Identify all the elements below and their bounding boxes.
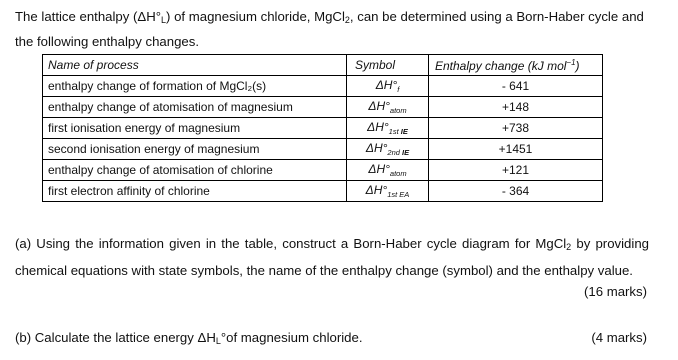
symbol-sub-text: 2nd xyxy=(387,148,400,157)
row-name: enthalpy change of formation of MgCl₂(s) xyxy=(43,76,347,97)
symbol-sub-text: atom xyxy=(389,169,407,178)
row-value: +1451 xyxy=(429,139,603,160)
question-a-sub: 2 xyxy=(566,242,572,252)
row-value: +738 xyxy=(429,118,603,139)
symbol-sub-bold: IE xyxy=(400,127,408,136)
row-name: first electron affinity of chlorine xyxy=(43,181,347,202)
row-value: +148 xyxy=(429,97,603,118)
header-name: Name of process xyxy=(43,55,347,76)
symbol-main: ΔH° xyxy=(368,162,390,176)
row-name: enthalpy change of atomisation of chlorine xyxy=(43,160,347,181)
symbol-main: ΔH° xyxy=(365,183,388,197)
table-row xyxy=(43,76,603,97)
intro-sub-l: L xyxy=(161,15,167,25)
question-a-text-2: by providing chemical equations with state symbols, the name of the enthalpy change (symbol) and the enthalpy value. xyxy=(15,236,649,278)
row-value: - 364 xyxy=(429,181,603,202)
row-symbol xyxy=(347,118,429,139)
question-b-text-1: (b) Calculate the lattice energy ΔH xyxy=(15,330,216,345)
row-name: enthalpy change of atomisation of magnesium xyxy=(43,97,347,118)
intro-text-3: , can be determined using a Born-Haber cycle and the following enthalpy changes. xyxy=(15,9,644,49)
row-value: +121 xyxy=(429,160,603,181)
symbol-sub-text: 1st xyxy=(388,127,399,136)
row-symbol xyxy=(347,160,429,181)
question-b-marks: (4 marks) xyxy=(591,330,647,345)
table-row xyxy=(43,118,603,139)
table-row xyxy=(43,181,603,202)
symbol-sub xyxy=(389,127,408,136)
symbol-sub xyxy=(397,85,399,94)
symbol-sub-text: atom xyxy=(389,106,407,115)
symbol-sub-text: 1st xyxy=(387,190,398,199)
symbol-sub-text: f xyxy=(397,85,400,94)
intro-text-1: The lattice enthalpy (ΔH° xyxy=(15,9,162,24)
question-b-sub: L xyxy=(215,336,221,346)
header-value-text: Enthalpy change (kJ mol xyxy=(435,58,567,73)
intro-paragraph xyxy=(15,6,655,53)
question-a-marks: (16 marks) xyxy=(583,284,647,299)
row-symbol xyxy=(347,97,429,118)
enthalpy-table xyxy=(42,54,603,202)
header-value-sup: −1 xyxy=(566,57,576,67)
row-name: second ionisation energy of magnesium xyxy=(43,139,347,160)
header-value xyxy=(429,55,603,76)
symbol-sub xyxy=(387,148,409,157)
row-name: first ionisation energy of magnesium xyxy=(43,118,347,139)
table-row xyxy=(43,139,603,160)
intro-text-2: ) of magnesium chloride, MgCl xyxy=(166,9,345,24)
intro-sub-2: 2 xyxy=(344,15,350,25)
question-a-text-1: (a) Using the information given in the table, construct a Born-Haber cycle diagram for MgCl xyxy=(15,236,567,251)
row-symbol xyxy=(347,139,429,160)
symbol-sub xyxy=(387,190,409,199)
question-b-text-2: °of magnesium chloride. xyxy=(220,330,363,345)
question-a xyxy=(15,232,649,283)
symbol-sub xyxy=(390,106,407,115)
symbol-sub xyxy=(390,169,407,178)
symbol-main: ΔH° xyxy=(375,78,398,92)
row-symbol xyxy=(347,181,429,202)
row-value: - 641 xyxy=(429,76,603,97)
table-row xyxy=(43,97,603,118)
table-row xyxy=(43,160,603,181)
symbol-sub-extra: EA xyxy=(399,190,410,199)
symbol-main: ΔH° xyxy=(365,141,388,155)
header-symbol: Symbol xyxy=(347,55,429,76)
symbol-main: ΔH° xyxy=(367,120,389,134)
row-symbol xyxy=(347,76,429,97)
question-b xyxy=(15,326,649,353)
table-header-row xyxy=(43,55,603,76)
header-value-suffix: ) xyxy=(575,58,580,73)
symbol-main: ΔH° xyxy=(368,99,390,113)
symbol-sub-bold: IE xyxy=(402,148,410,157)
